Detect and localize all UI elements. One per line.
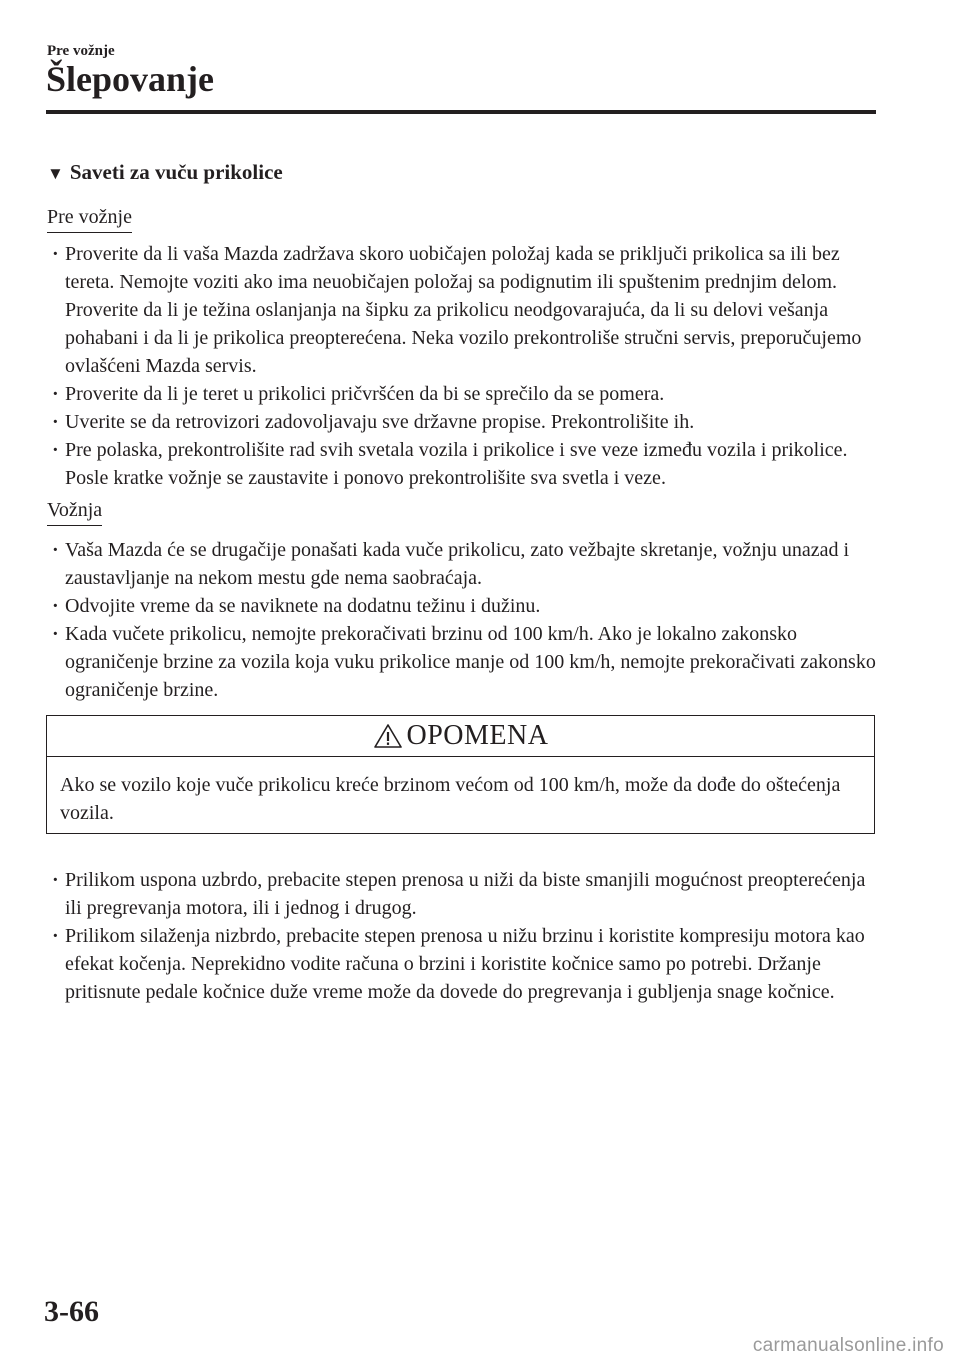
list-item: · Kada vučete prikolicu, nemojte prekoračivati brzinu od 100 km/h. Ako je lokalno zakonsko ograničenje brzine za vozila koja vuku prikolice manje od 100 km/h, nemojte prekoračivati zakonsko ograničenje brzine.: [47, 620, 877, 704]
driving-list: [47, 536, 877, 704]
subheading-before-driving: Pre vožnje: [47, 204, 132, 233]
list-item: · Prilikom uspona uzbrdo, prebacite stepen prenosa u niži da biste smanjili mogućnost preopterećenja ili pregrevanja motora, ili i jednog i drugog.: [47, 866, 877, 922]
list-item: · Proverite da li vaša Mazda zadržava skoro uobičajen položaj kada se priključi prikolica sa ili bez tereta. Nemojte voziti ako ima neuobičajen položaj sa podignutim ili spuštenim prednjim delom. Proverite da li je težina oslanjanja na šipku za prikolicu neodgovarajuća, da li su delovi vešanja pohabani i da li je prikolica preopterećena. Neka vozilo prekontroliše stručni servis, preporučujemo ovlašćeni Mazda servis.: [47, 240, 877, 380]
subheading-driving: Vožnja: [47, 497, 102, 526]
list-item: · Uverite se da retrovizori zadovoljavaju sve državne propise. Prekontrolišite ih.: [47, 408, 877, 436]
page-number: 3-66: [44, 1295, 99, 1328]
warning-triangle-icon: [373, 723, 403, 749]
list-item: · Pre polaska, prekontrolišite rad svih svetala vozila i prikolice i sve veze između vozila i prikolice. Posle kratke vožnje se zaustavite i ponovo prekontrolišite sva svetla i veze.: [47, 436, 877, 492]
breadcrumb: Pre vožnje: [47, 43, 115, 59]
section-marker: ▼: [47, 164, 64, 183]
after-warning-list: [47, 866, 877, 1006]
page-title: Šlepovanje: [46, 59, 215, 99]
watermark: carmanualsonline.info: [752, 1335, 944, 1356]
warning-header: [47, 716, 874, 757]
warning-text: Ako se vozilo koje vuče prikolicu kreće brzinom većom od 100 km/h, može da dođe do oštećenja vozila.: [60, 774, 841, 824]
section-title: Saveti za vuču prikolice: [69, 160, 283, 184]
list-item: · Vaša Mazda će se drugačije ponašati kada vuče prikolicu, zato vežbajte skretanje, vožnju unazad i zaustavljanje na nekom mestu gde nema saobraćaja.: [47, 536, 877, 592]
section-heading: [47, 160, 283, 185]
warning-title: OPOMENA: [406, 720, 549, 751]
title-divider: [46, 110, 876, 114]
list-item: · Odvojite vreme da se naviknete na dodatnu težinu i dužinu.: [47, 592, 877, 620]
before-driving-list: [47, 240, 877, 492]
list-item: · Proverite da li je teret u prikolici pričvršćen da bi se sprečilo da se pomera.: [47, 380, 877, 408]
warning-box: [46, 715, 875, 834]
list-item: · Prilikom silaženja nizbrdo, prebacite stepen prenosa u nižu brzinu i koristite kompresiju motora kao efekat kočenja. Neprekidno vodite računa o brzini i koristite kočnice samo po potrebi. Držanje pritisnute pedale kočnice duže vreme može da dovede do pregrevanja i gubljenja snage kočnice.: [47, 922, 877, 1006]
